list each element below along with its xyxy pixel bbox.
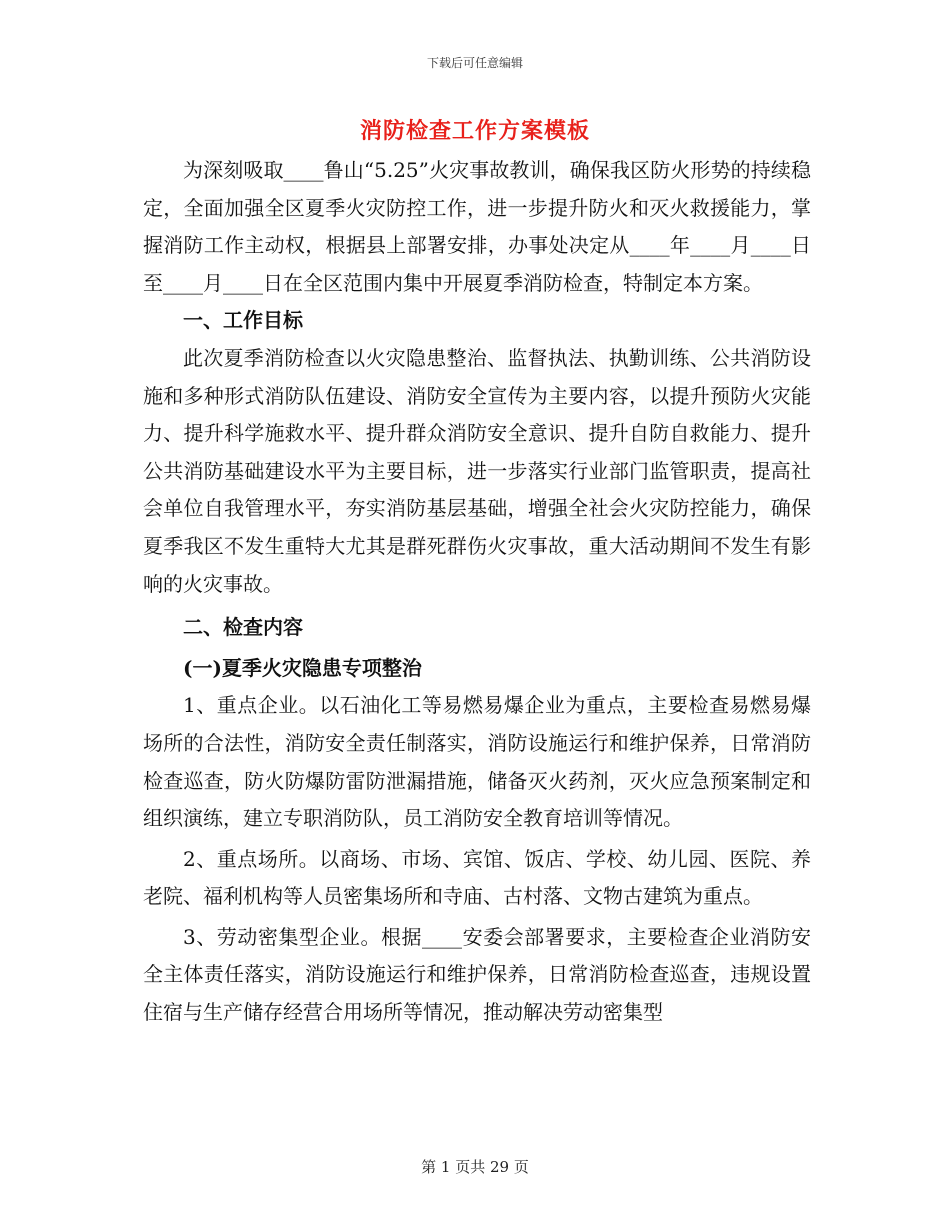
goals-paragraph: 此次夏季消防检查以火灾隐患整治、监督执法、执勤训练、公共消防设施和多种形式消防队伍建设、消防安全宣传为主要内容，以提升预防火灾能力、提升科学施救水平、提升群众消防安全意识、提升自防自救能力、提升公共消防基础建设水平为主要目标，进一步落实行业部门监管职责，提高社会单位自我管理水平，夯实消防基层基础，增强全社会火灾防控能力，确保夏季我区不发生重特大尤其是群死群伤火灾事故，重大活动期间不发生有影响的火灾事故。 [143,345,811,596]
subsection-heading-rectification: (一)夏季火灾隐患专项整治 [183,655,422,680]
document-title: 消防检查工作方案模板 [359,118,590,144]
header-note: 下载后可任意编辑 [426,56,523,70]
section-heading-goals: 一、工作目标 [183,308,303,333]
item-paragraph-key-places: 2、重点场所。以商场、市场、宾馆、饭店、学校、幼儿园、医院、养老院、福利机构等人员密集场所和寺庙、古村落、文物古建筑为重点。 [143,846,811,909]
intro-paragraph: 为深刻吸取____鲁山“5.25”火灾事故教训，确保我区防火形势的持续稳定，全面加强全区夏季火灾防控工作，进一步提升防火和灭火救援能力，掌握消防工作主动权，根据县上部署安排，办事处决定从____年____月____日至____月____日在全区范围内集中开展夏季消防检查，特制定本方案。 [143,158,811,295]
item-paragraph-key-enterprises: 1、重点企业。以石油化工等易燃易爆企业为重点，主要检查易燃易爆场所的合法性，消防安全责任制落实，消防设施运行和维护保养，日常消防检查巡查，防火防爆防雷防泄漏措施，储备灭火药剂，灭火应急预案制定和组织演练，建立专职消防队，员工消防安全教育培训等情况。 [143,693,811,831]
page-footer: 第 1 页共 29 页 [421,1158,529,1176]
item-paragraph-labor-intensive: 3、劳动密集型企业。根据____安委会部署要求，主要检查企业消防安全主体责任落实，消防设施运行和维护保养，日常消防检查巡查，违规设置住宿与生产储存经营合用场所等情况，推动解决劳动密集型 [143,924,811,1025]
document-body [143,152,811,1032]
section-heading-content: 二、检查内容 [183,615,303,640]
